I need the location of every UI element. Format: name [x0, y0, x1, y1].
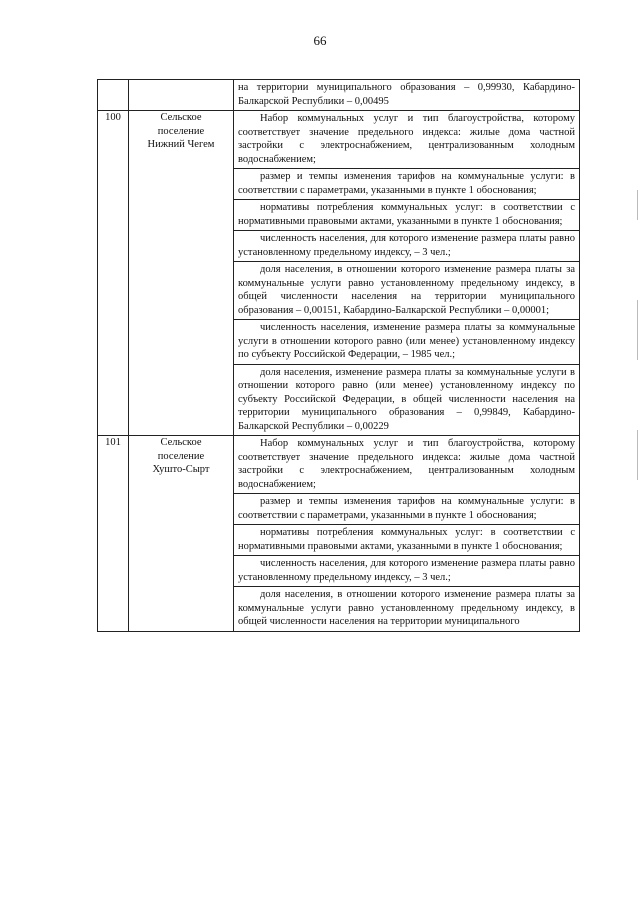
- description-paragraph: численность населения, для которого изменение размера платы равно установленному предельному индексу, – 3 чел.;: [234, 230, 579, 261]
- settlement-name-cell: [129, 436, 234, 632]
- description-cell: [234, 111, 580, 436]
- description-paragraph: Набор коммунальных услуг и тип благоустройства, которому соответствует значение предельного индекса: жилые дома частной застройки с электроснабжением, централизованным холодным водоснабжением;: [238, 438, 575, 490]
- description-cell: [234, 80, 580, 111]
- settlement-name-line: Сельское: [160, 437, 202, 448]
- settlement-name-line: Нижний Чегем: [147, 139, 215, 150]
- table-row: [98, 436, 580, 632]
- description-paragraph: размер и темпы изменения тарифов на коммунальные услуги: в соответствии с параметрами, указанными в пункте 1 обоснования;: [234, 493, 579, 524]
- settlement-name-line: поселение: [157, 450, 205, 462]
- page-number: 66: [313, 33, 327, 48]
- row-number-cell: [98, 80, 129, 111]
- description-paragraph: Набор коммунальных услуг и тип благоустройства, которому соответствует значение предельного индекса: жилые дома частной застройки с электроснабжением, централизованным холодным водоснабжением;: [238, 113, 575, 165]
- settlement-name-line: Сельское: [160, 112, 202, 123]
- description-paragraph: доля населения, в отношении которого изменение размера платы за коммунальные услуги равно установленному предельному индексу, в общей численности населения на территории муниципального: [234, 586, 579, 631]
- scan-edge-mark: [637, 190, 638, 220]
- table-row: [98, 80, 580, 111]
- description-paragraph: численность населения, для которого изменение размера платы равно установленному предельному индексу, – 3 чел.;: [234, 555, 579, 586]
- description-cell: [234, 436, 580, 632]
- description-paragraph: на территории муниципального образования – 0,99930, Кабардино-Балкарской Республики – 0,00495: [238, 82, 575, 107]
- settlements-table: [97, 79, 580, 632]
- description-paragraph: доля населения, изменение размера платы за коммунальные услуги в отношении которого равно (или менее) установленному индексу по субъекту Российской Федерации, в общей численности населения на территории муниципального образования – 0,99849, Кабардино-Балкарской Республики – 0,00229: [234, 364, 579, 436]
- scan-edge-mark: [637, 430, 638, 480]
- settlement-name-line: Хушто-Сырт: [152, 464, 210, 475]
- table-row: [98, 111, 580, 436]
- settlement-name-cell: [129, 80, 234, 111]
- settlement-name-line: поселение: [157, 125, 205, 137]
- description-paragraph: нормативы потребления коммунальных услуг: в соответствии с нормативными правовыми актами, указанными в пункте 1 обоснования;: [234, 524, 579, 555]
- description-paragraph: доля населения, в отношении которого изменение размера платы за коммунальные услуги равно установленному предельному индексу, в общей численности населения на территории муниципального образования – 0,00151, Кабардино-Балкарской Республики – 0,00001;: [234, 261, 579, 319]
- settlement-name-cell: [129, 111, 234, 436]
- description-paragraph: нормативы потребления коммунальных услуг: в соответствии с нормативными правовыми актами, указанными в пункте 1 обоснования;: [234, 199, 579, 230]
- row-number-cell: 101: [98, 436, 129, 632]
- description-paragraph: численность населения, изменение размера платы за коммунальные услуги в отношении которого равно (или менее) установленному индексу по субъекту Российской Федерации, – 1985 чел.;: [234, 319, 579, 364]
- scan-edge-mark: [637, 300, 638, 360]
- description-paragraph: размер и темпы изменения тарифов на коммунальные услуги: в соответствии с параметрами, указанными в пункте 1 обоснования;: [234, 168, 579, 199]
- row-number-cell: 100: [98, 111, 129, 436]
